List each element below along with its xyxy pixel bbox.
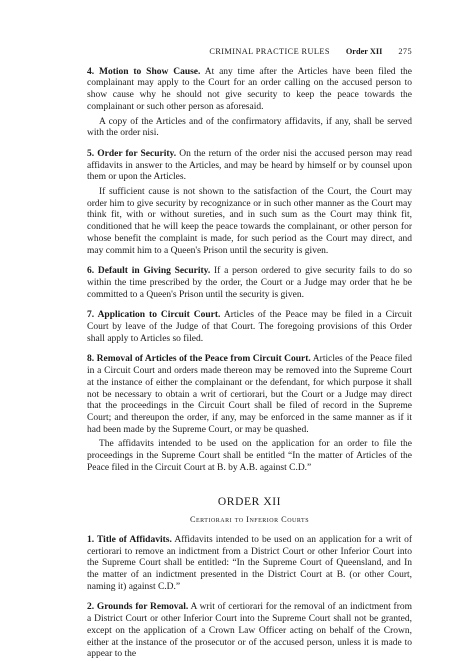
rule-5-heading: 5. Order for Security. xyxy=(87,148,177,159)
order-xii-rule-2-paragraph xyxy=(87,602,412,661)
rule-7-text: Articles of the Peace may be filed in a Circuit Court by leave of the Judge of that Court. The foregoing provisions of this Order shall apply to Articles so filed. xyxy=(87,310,412,344)
order-xii-rule-2-heading: 2. Grounds for Removal. xyxy=(87,602,189,613)
order-xii-rule-1-heading: 1. Title of Affidavits. xyxy=(87,534,172,545)
rule-5-text: On the return of the order nisi the accused person may read affidavits in answer to the Articles, and may be heard by himself or by counsel upon them or upon the Articles. xyxy=(87,148,413,183)
rule-4-paragraph xyxy=(87,67,412,114)
rule-8-paragraph xyxy=(87,354,412,436)
order-xii-subtitle: Certiorari to Inferior Courts xyxy=(189,515,310,525)
rule-6-text: If a person ordered to give security fails to do so within the time prescribed by the order, the Court or a Judge may order that he be committed to a Queen's Prison until the security is given. xyxy=(87,266,413,300)
rule-4-continuation: A copy of the Articles and of the confirmatory affidavits, if any, shall be served with the order nisi. xyxy=(87,116,412,139)
order-xii-title: ORDER XII xyxy=(217,495,282,508)
rule-5-paragraph xyxy=(87,149,412,184)
rule-7-heading: 7. Application to Circuit Court. xyxy=(87,310,221,321)
running-head xyxy=(87,46,412,58)
running-title: CRIMINAL PRACTICE RULES xyxy=(209,47,330,56)
order-xii-rule-2-text: A writ of certiorari for the removal of an indictment from a District Court or other Inferior Court into the Supreme Court shall not be granted, except on the application of a Crown Law Officer acting on behalf of the Crown, either at the instance of the prosecutor or of the accused person, unless it is made to appear to the xyxy=(87,602,412,660)
rule-6-heading: 6. Default in Giving Security. xyxy=(87,266,211,277)
rule-5-continuation: If sufficient cause is not shown to the satisfaction of the Court, the Court may order him to give security by recognizance or in such other manner as the Court may think fit, with or without sureties, and in such sum as the Court may think fit, conditioned that he will keep the peace towards the complainant, or other person for whose benefit the complaint is made, for such period as the Court may direct, and may commit him to a Queen's Prison until the security is given. xyxy=(87,187,412,256)
rule-7-paragraph xyxy=(87,310,412,345)
rule-6-paragraph xyxy=(87,266,412,301)
rule-8-heading: 8. Removal of Articles of the Peace from Circuit Court. xyxy=(87,354,311,365)
order-xii-rule-1-paragraph xyxy=(87,535,412,594)
rule-8-continuation: The affidavits intended to be used on the application for an order to file the proceedings in the Supreme Court shall be entitled “In the matter of Articles of the Peace filed in the Circuit Court at B. by A.B. against C.D.” xyxy=(87,439,412,473)
order-reference: Order XII xyxy=(345,47,383,56)
rule-8-text: Articles of the Peace filed in a Circuit Court and orders made thereon may be removed into the Supreme Court at the instance of either the complainant or the defendant, for which purpose it shall not be necessary to obtain a writ of certiorari, but the Court or a Judge may direct that the proceedings in the Circuit Court shall be filed of record in the Supreme Court; and thereupon the order, if any, may be enforced in the same manner as if it had been made by the Supreme Court, or may be quashed. xyxy=(87,354,412,435)
rule-4-text: At any time after the Articles have been filed the complainant may apply to the Court for an order calling on the accused person to show cause why he should not give security to keep the peace towards the complainant or such other person as aforesaid. xyxy=(87,66,412,112)
order-xii-rule-1-text: Affidavits intended to be used on an application for a writ of certiorari to remove an indictment from a District Court or other Inferior Court into the Supreme Court shall be entitled: “In the Supreme Court of Queensland, and In the matter of an indictment presented in the District Court at B. (or other Court, naming it) against C.D.” xyxy=(87,534,413,592)
page-number: 275 xyxy=(398,47,412,56)
rule-4-heading: 4. Motion to Show Cause. xyxy=(87,66,201,77)
